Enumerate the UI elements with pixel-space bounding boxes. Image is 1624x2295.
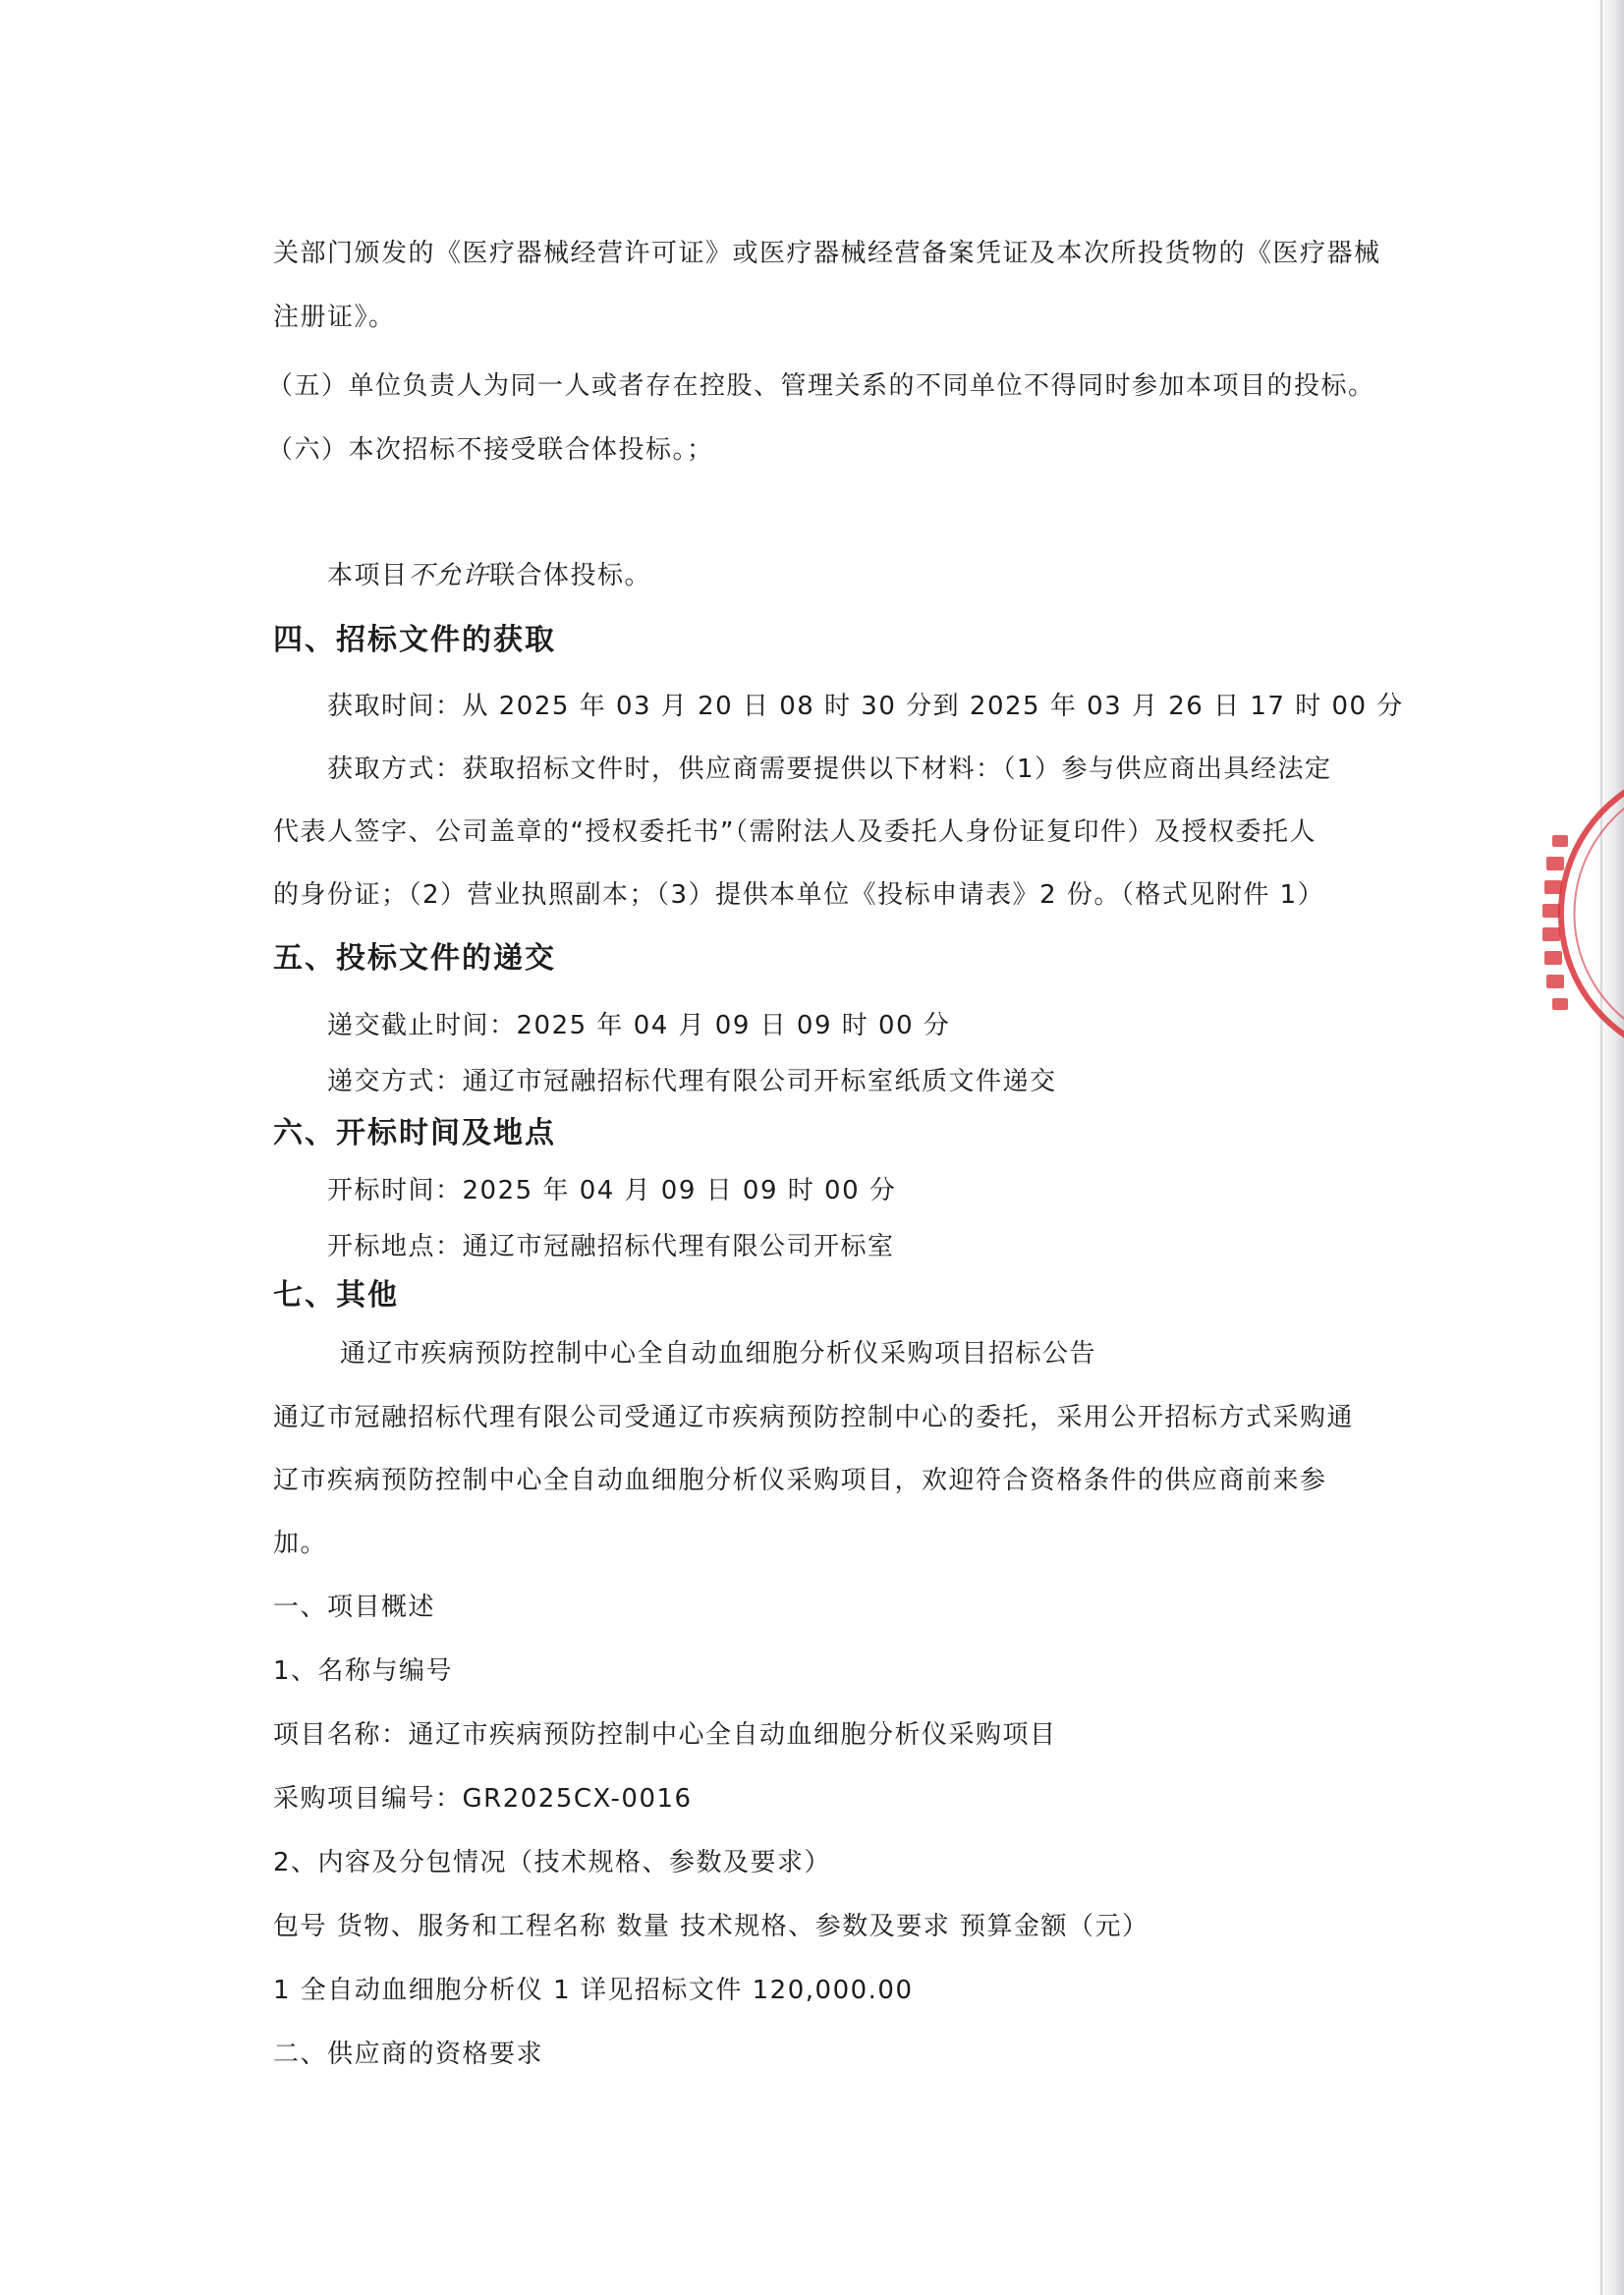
paragraph-text: 1、名称与编号 [273, 1656, 454, 1686]
text-line [273, 1783, 693, 1815]
page-edge-line [1600, 0, 1602, 2295]
heading-text: 五、投标文件的递交 [273, 941, 556, 976]
paragraph-text: 注册证》。 [273, 303, 396, 332]
paragraph-text: 本项目 [327, 561, 409, 590]
section-heading [273, 943, 556, 975]
paragraph-text: 通辽市疾病预防控制中心全自动血细胞分析仪采购项目招标公告 [340, 1339, 1097, 1369]
paragraph-text: 的身份证；（2）营业执照副本；（3）提供本单位《投标申请表》2 份。（格式见附件 1） [273, 880, 1325, 910]
text-line [273, 1465, 1327, 1496]
paragraph-text: 加。 [273, 1529, 328, 1558]
heading-text: 六、开标时间及地点 [273, 1116, 556, 1150]
page-edge-shadow [1595, 0, 1624, 2295]
text-line [327, 691, 1404, 722]
table-row-text: 1 全自动血细胞分析仪 1 详见招标文件 120,000.00 [273, 1976, 914, 2005]
paragraph-text: 辽市疾病预防控制中心全自动血细胞分析仪采购项目，欢迎符合资格条件的供应商前来参 [273, 1466, 1327, 1495]
paragraph-text: 开标地点：通辽市冠融招标代理有限公司开标室 [327, 1232, 895, 1261]
text-line [267, 434, 714, 466]
paragraph-text: 通辽市冠融招标代理有限公司受通辽市疾病预防控制中心的委托，采用公开招标方式采购通 [273, 1403, 1355, 1432]
paragraph-text: 递交截止时间：2025 年 04 月 09 日 09 时 00 分 [327, 1011, 951, 1040]
text-line [267, 370, 1375, 402]
paragraph-text: 代表人签字、公司盖章的“授权委托书”（需附法人及委托人身份证复印件）及授权委托人 [273, 817, 1316, 847]
official-seal-stamp [1533, 766, 1624, 1061]
text-line [273, 1402, 1354, 1433]
paragraph-text: 项目名称：通辽市疾病预防控制中心全自动血细胞分析仪采购项目 [273, 1720, 1057, 1750]
text-line [273, 1655, 453, 1687]
text-line [273, 2039, 543, 2070]
text-line [327, 1231, 895, 1262]
text-line [273, 1911, 1149, 1942]
paragraph-text: 2、内容及分包情况（技术规格、参数及要求） [273, 1848, 832, 1877]
text-line [273, 879, 1324, 911]
section-heading [273, 1118, 556, 1149]
text-line [273, 1592, 435, 1623]
paragraph-text: （五）单位负责人为同一人或者存在控股、管理关系的不同单位不得同时参加本项目的投标。 [267, 371, 1375, 401]
paragraph-text: 递交方式：通辽市冠融招标代理有限公司开标室纸质文件递交 [327, 1067, 1057, 1096]
text-line [273, 1847, 831, 1878]
paragraph-text: 开标时间：2025 年 04 月 09 日 09 时 00 分 [327, 1176, 897, 1205]
text-line [273, 816, 1316, 848]
heading-text: 七、其他 [273, 1278, 399, 1313]
text-line [273, 1975, 914, 2006]
paragraph-text-italic: 不允许 [408, 561, 490, 590]
paragraph-text: 联合体投标。 [489, 561, 652, 590]
paragraph-text: 二、供应商的资格要求 [273, 2040, 544, 2069]
text-line [327, 1010, 950, 1041]
paragraph-text: 一、项目概述 [273, 1593, 436, 1622]
paragraph-text: 获取时间：从 2025 年 03 月 20 日 08 时 30 分到 2025 年 03 月 26 日 17 时 00 分 [327, 692, 1404, 721]
text-line [327, 1175, 896, 1206]
table-header-text: 包号 货物、服务和工程名称 数量 技术规格、参数及要求 预算金额（元） [273, 1912, 1149, 1941]
section-heading [273, 625, 556, 656]
text-line [273, 302, 396, 333]
paragraph-text: 关部门颁发的《医疗器械经营许可证》或医疗器械经营备案凭证及本次所投货物的《医疗器械 [273, 239, 1381, 268]
section-heading [273, 1280, 399, 1312]
text-line [327, 754, 1332, 785]
text-line [327, 560, 651, 591]
paragraph-text: 采购项目编号：GR2025CX-0016 [273, 1784, 693, 1814]
text-line [273, 1528, 327, 1559]
text-line [273, 238, 1381, 269]
paragraph-text: 获取方式：获取招标文件时，供应商需要提供以下材料：（1）参与供应商出具经法定 [327, 755, 1332, 784]
text-line [340, 1338, 1096, 1370]
heading-text: 四、招标文件的获取 [273, 623, 556, 657]
text-line [327, 1066, 1057, 1097]
paragraph-text: （六）本次招标不接受联合体投标。； [267, 435, 714, 465]
text-line [273, 1719, 1057, 1751]
